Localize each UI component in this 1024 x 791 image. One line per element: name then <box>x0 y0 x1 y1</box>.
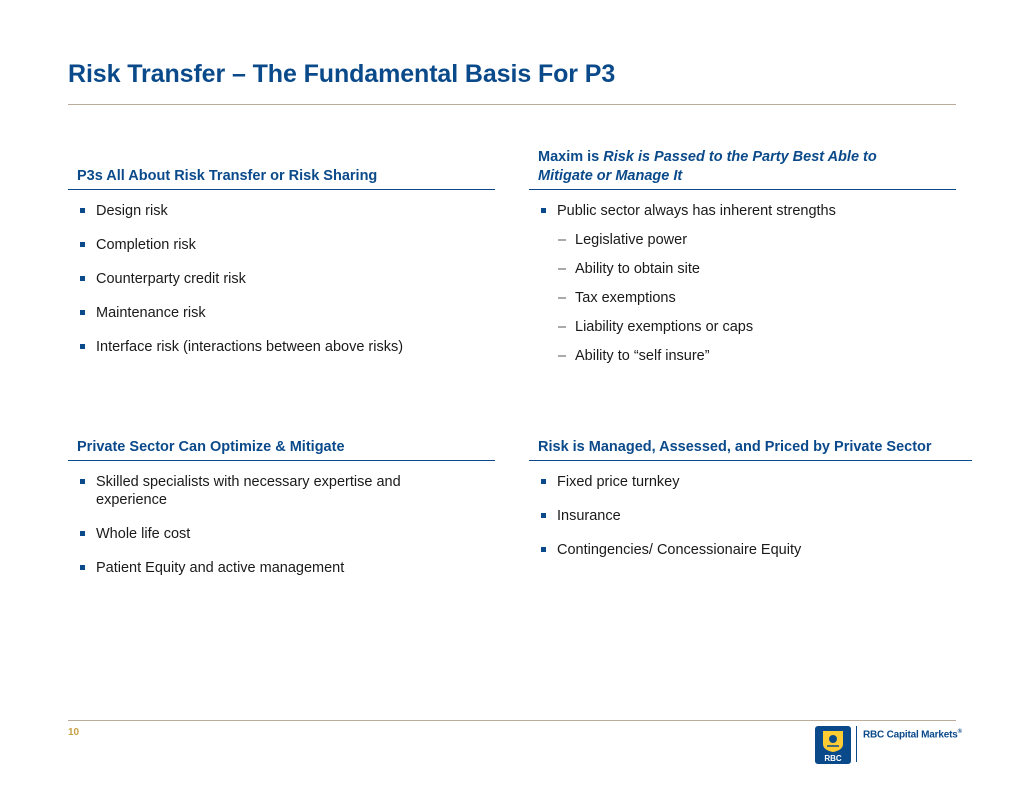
sub-list-item <box>529 260 956 278</box>
list-item-text: Fixed price turnkey <box>557 474 680 490</box>
heading-emphasis-line2: Mitigate or Manage It <box>538 168 683 184</box>
bullet-icon <box>541 547 546 552</box>
list-item-text: Contingencies/ Concessionaire Equity <box>557 542 802 558</box>
brand-logo <box>815 726 965 766</box>
list-item <box>68 270 495 288</box>
list-item <box>529 541 972 559</box>
list-item <box>529 473 972 491</box>
page-number: 10 <box>68 727 80 738</box>
dash-icon: – <box>558 319 567 335</box>
bullet-list <box>529 202 956 365</box>
sub-item-text: Liability exemptions or caps <box>575 319 754 335</box>
list-item <box>529 507 972 525</box>
section-private-pricing <box>529 437 972 559</box>
bullet-icon <box>80 208 85 213</box>
rbc-lion-shield-icon <box>815 726 851 764</box>
svg-text:RBC: RBC <box>824 754 842 763</box>
footer-divider <box>68 720 956 721</box>
list-item <box>68 559 495 577</box>
bullet-icon <box>80 531 85 536</box>
brand-name-text: RBC Capital Markets <box>863 729 958 741</box>
bullet-icon <box>80 242 85 247</box>
list-item <box>529 202 956 220</box>
section-heading <box>68 147 495 190</box>
sub-list-item <box>529 347 956 365</box>
bullet-icon <box>80 276 85 281</box>
section-maxim <box>529 147 956 365</box>
sub-item-text: Legislative power <box>575 232 688 248</box>
section-heading-text: P3s All About Risk Transfer or Risk Sharing <box>77 168 378 184</box>
list-item-text: Maintenance risk <box>96 305 206 321</box>
bullet-icon <box>541 479 546 484</box>
dash-icon: – <box>558 290 567 306</box>
bullet-icon <box>80 310 85 315</box>
bullet-icon <box>541 208 546 213</box>
section-risk-transfer <box>68 147 495 356</box>
list-item <box>68 202 495 220</box>
section-heading <box>68 437 495 461</box>
list-item-text: Completion risk <box>96 237 196 253</box>
section-heading <box>529 437 972 461</box>
list-item-text: Whole life cost <box>96 526 191 542</box>
logo-divider <box>856 726 857 762</box>
sub-item-text: Ability to obtain site <box>575 261 700 277</box>
sub-item-text: Tax exemptions <box>575 290 676 306</box>
bullet-icon <box>80 344 85 349</box>
heading-prefix: Maxim is <box>538 149 600 165</box>
bullet-icon <box>80 479 85 484</box>
heading-emphasis: Risk is Passed to the Party Best Able to <box>603 149 877 165</box>
bullet-list <box>68 473 495 577</box>
list-item-text: Insurance <box>557 508 621 524</box>
slide-title: Risk Transfer – The Fundamental Basis For P3 <box>68 60 616 88</box>
list-item-text: Interface risk (interactions between above risks) <box>96 339 404 355</box>
list-item-text: Patient Equity and active management <box>96 560 345 576</box>
section-private-sector <box>68 437 495 577</box>
list-item-text: Design risk <box>96 203 168 219</box>
section-heading <box>529 147 956 190</box>
dash-icon: – <box>558 232 567 248</box>
title-divider <box>68 104 956 105</box>
registered-mark: ® <box>957 729 962 735</box>
list-item <box>68 236 495 254</box>
list-item-text: Counterparty credit risk <box>96 271 246 287</box>
bullet-list <box>529 473 972 559</box>
dash-icon: – <box>558 261 567 277</box>
list-item <box>68 338 495 356</box>
section-heading-text: Risk is Managed, Assessed, and Priced by Private Sector <box>538 439 932 455</box>
sub-list-item <box>529 231 956 249</box>
section-heading-line1 <box>538 148 956 167</box>
sub-item-text: Ability to “self insure” <box>575 348 710 364</box>
bullet-list <box>68 202 495 356</box>
section-heading-text: Private Sector Can Optimize & Mitigate <box>77 439 345 455</box>
list-item <box>68 473 436 509</box>
list-item-text: Public sector always has inherent strengths <box>557 203 836 219</box>
sub-list-item <box>529 289 956 307</box>
bullet-icon <box>541 513 546 518</box>
dash-icon: – <box>558 348 567 364</box>
brand-name <box>863 729 962 740</box>
list-item <box>68 304 495 322</box>
sub-list-item <box>529 318 956 336</box>
list-item-text: Skilled specialists with necessary expertise and experience <box>96 474 401 508</box>
list-item <box>68 525 495 543</box>
bullet-icon <box>80 565 85 570</box>
